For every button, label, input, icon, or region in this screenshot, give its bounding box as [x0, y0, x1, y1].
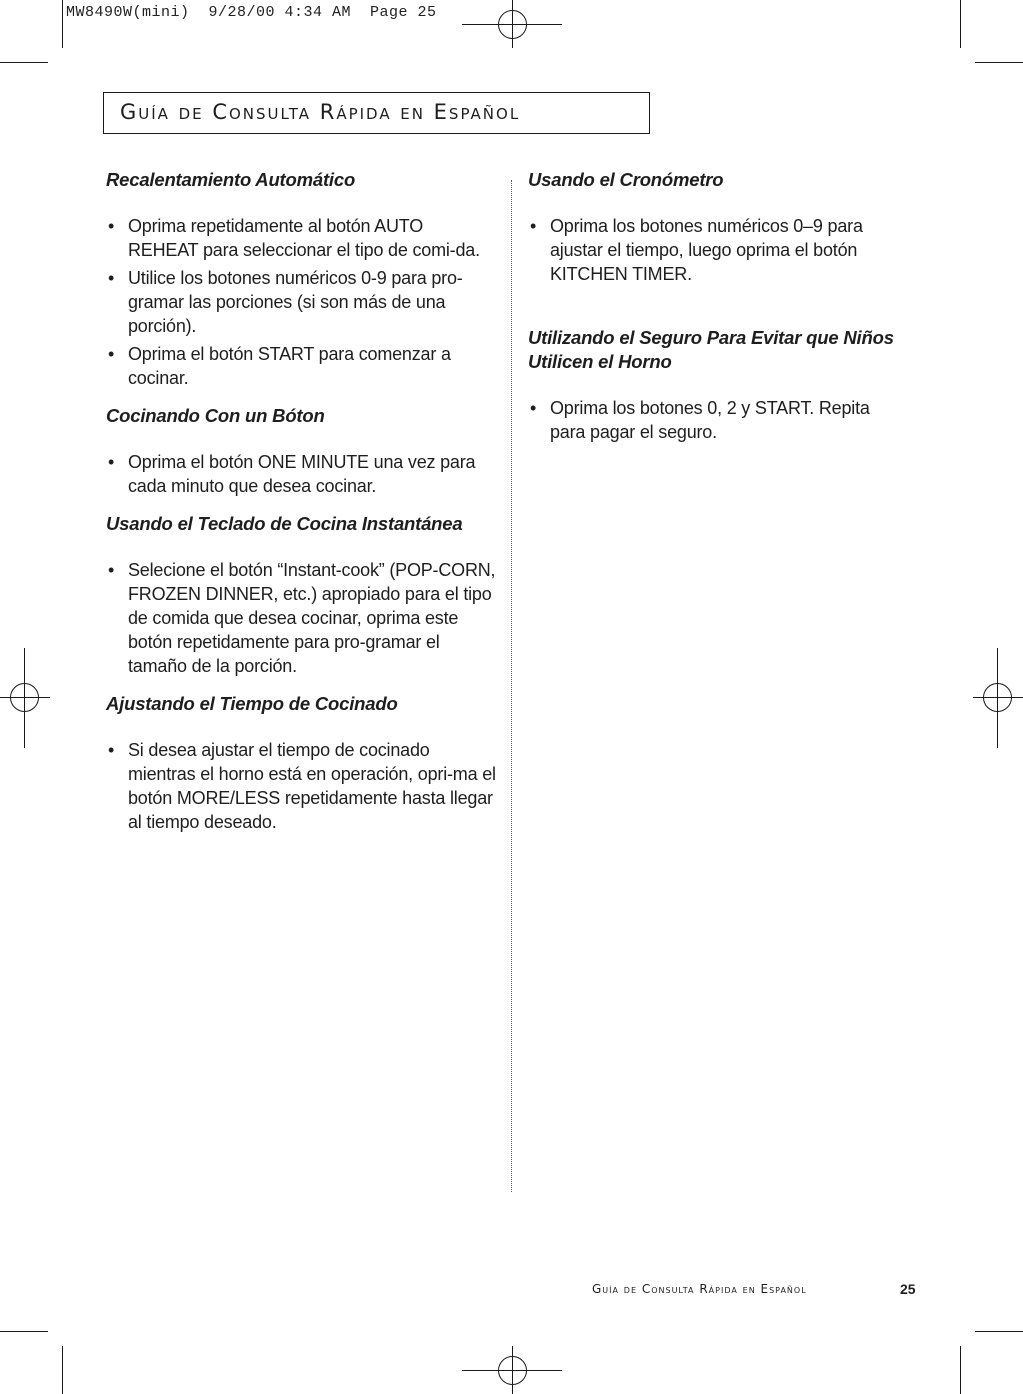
- crop-mark: [62, 1346, 63, 1394]
- section-kitchen-timer: [528, 168, 898, 286]
- section-heading: Recalentamiento Automático: [106, 169, 356, 190]
- page-title-box: [103, 92, 650, 134]
- crop-mark: [975, 1331, 1023, 1332]
- list-item: • Oprima el botón ONE MINUTE una vez para cada minuto que desea cocinar.: [106, 450, 496, 498]
- list-item: • Selecione el botón “Instant-cook” (POP-CORN, FROZEN DINNER, etc.) apropiado para el tipo de comida que desea cocinar, oprima este botón repetidamente para pro-gramar el tamaño de la porción.: [106, 558, 496, 678]
- section-one-minute: [106, 404, 496, 498]
- bullet-list: [528, 214, 898, 286]
- right-column: [528, 168, 898, 448]
- crop-mark: [975, 62, 1023, 63]
- bullet-list: [106, 214, 496, 390]
- crop-mark: [960, 1346, 961, 1394]
- list-item: • Si desea ajustar el tiempo de cocinado mientras el horno está en operación, opri-ma el botón MORE/LESS repetidamente hasta llegar al tiempo deseado.: [106, 738, 496, 834]
- list-item: • Oprima repetidamente al botón AUTO REHEAT para seleccionar el tipo de comi-da.: [106, 214, 496, 262]
- bullet-list: [106, 450, 496, 498]
- page-number: 25: [900, 1281, 916, 1297]
- registration-mark-right: [973, 648, 1023, 748]
- bullet-list: [106, 558, 496, 678]
- bullet-list: [106, 738, 496, 834]
- list-item: • Oprima los botones numéricos 0–9 para ajustar el tiempo, luego oprima el botón KITCHEN TIMER.: [528, 214, 898, 286]
- registration-mark-left: [0, 648, 50, 748]
- section-child-lock: [528, 326, 898, 444]
- section-heading: Utilizando el Seguro Para Evitar que Niños Utilicen el Horno: [528, 327, 894, 372]
- footer-title: Guía de Consulta Rápida en Español: [592, 1282, 807, 1296]
- list-item: • Oprima el botón START para comenzar a cocinar.: [106, 342, 496, 390]
- list-item: • Oprima los botones 0, 2 y START. Repita para pagar el seguro.: [528, 396, 898, 444]
- section-instant-cook: [106, 512, 496, 678]
- registration-mark-bottom: [462, 1346, 562, 1394]
- registration-mark-top: [462, 0, 562, 48]
- left-column: [106, 168, 496, 838]
- print-slug: MW8490W(mini) 9/28/00 4:34 AM Page 25: [66, 4, 437, 21]
- section-adjust-time: [106, 692, 496, 834]
- section-heading: Ajustando el Tiempo de Cocinado: [106, 693, 398, 714]
- crop-mark: [62, 0, 63, 48]
- section-heading: Cocinando Con un Bóton: [106, 405, 325, 426]
- list-item: • Utilice los botones numéricos 0-9 para pro-gramar las porciones (si son más de una porción).: [106, 266, 496, 338]
- section-auto-reheat: [106, 168, 496, 390]
- section-heading: Usando el Teclado de Cocina Instantánea: [106, 513, 463, 534]
- column-divider: [511, 180, 512, 1192]
- crop-mark: [960, 0, 961, 48]
- crop-mark: [0, 62, 48, 63]
- bullet-list: [528, 396, 898, 444]
- section-heading: Usando el Cronómetro: [528, 169, 724, 190]
- page-title: Guía de Consulta Rápida en Español: [120, 100, 521, 124]
- crop-mark: [0, 1331, 48, 1332]
